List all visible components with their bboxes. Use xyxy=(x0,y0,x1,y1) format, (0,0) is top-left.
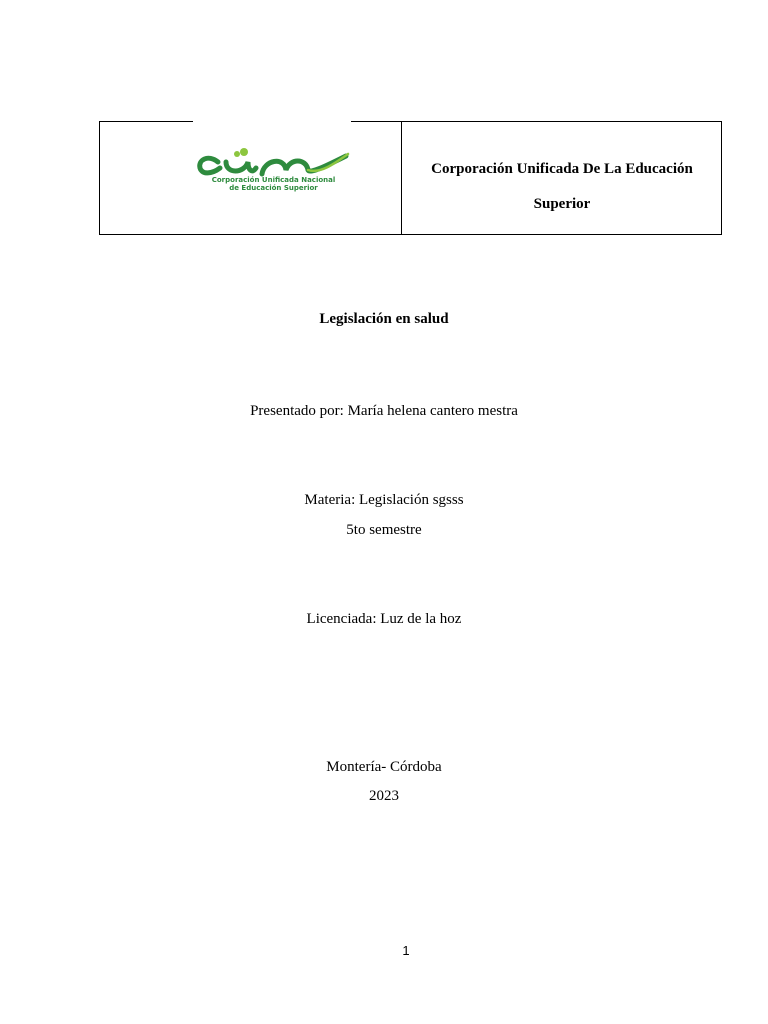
location: Montería- Córdoba xyxy=(326,759,442,775)
logo-top-gap xyxy=(193,120,351,124)
instructor: Licenciada: Luz de la hoz xyxy=(306,611,462,627)
header-table xyxy=(99,121,722,235)
logo-caption-line1: Corporación Unificada Nacional xyxy=(211,176,336,184)
logo-letter-c xyxy=(200,158,220,173)
semester: 5to semestre xyxy=(346,522,422,538)
institution-line2: Superior xyxy=(533,196,591,212)
document-title: Legislación en salud xyxy=(319,311,449,327)
logo-figure-head-2 xyxy=(234,151,240,157)
logo-caption-line2: de Educación Superior xyxy=(229,184,318,192)
logo-letter-u xyxy=(226,162,256,171)
institution-line1: Corporación Unificada De La Educación xyxy=(431,161,693,177)
page-number: 1 xyxy=(402,943,410,958)
logo-figure-head xyxy=(240,148,248,156)
presented-by: Presentado por: María helena cantero mestra xyxy=(250,403,518,419)
year: 2023 xyxy=(369,788,399,804)
logo-caption xyxy=(196,176,351,192)
subject: Materia: Legislación sgsss xyxy=(304,492,464,508)
institution-name xyxy=(402,152,722,222)
